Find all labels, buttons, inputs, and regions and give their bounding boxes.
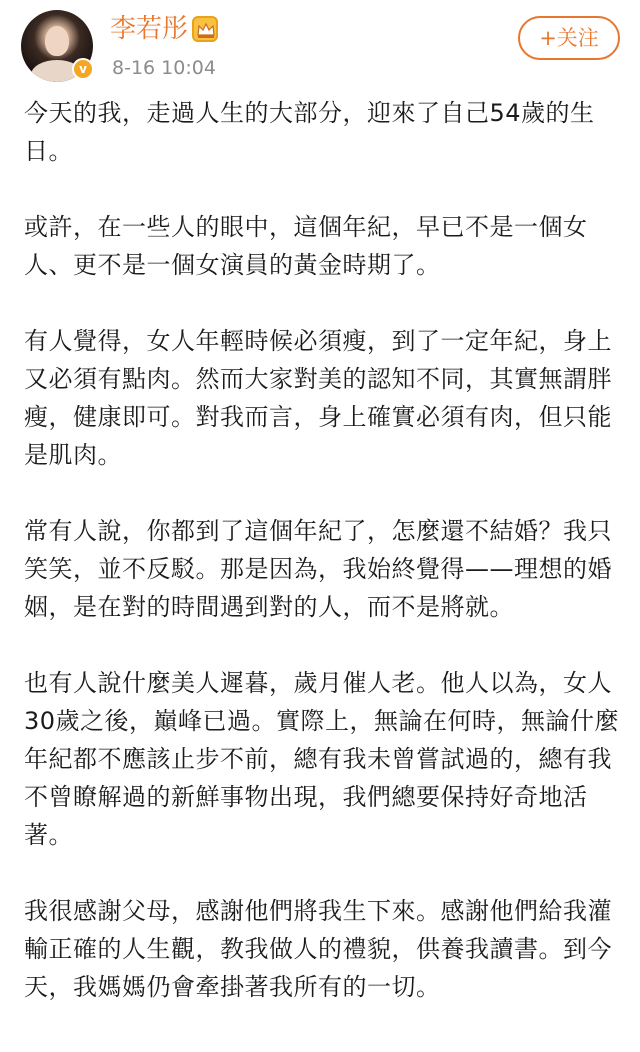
follow-button[interactable]: +关注 — [518, 16, 620, 60]
avatar-face — [45, 26, 69, 56]
post-paragraph: 我很感謝父母，感謝他們將我生下來。感謝他們給我灌輸正確的人生觀，教我做人的禮貌，供養我讀書。到今天，我媽媽仍會牽掛著我所有的一切。 — [24, 897, 612, 1001]
post-paragraph: 常有人說，你都到了這個年紀了，怎麼還不結婚？我只笑笑，並不反駁。那是因為，我始終覺得——理想的婚姻，是在對的時間遇到對的人，而不是將就。 — [24, 517, 612, 621]
post-paragraph: 今天的我，走過人生的大部分，迎來了自己54歲的生日。 — [24, 99, 595, 165]
post-header — [0, 0, 640, 96]
post-paragraph: 或許，在一些人的眼中，這個年紀，早已不是一個女人、更不是一個女演員的黃金時期了。 — [24, 213, 588, 279]
post-paragraph: 也有人說什麼美人遲暮，歲月催人老。他人以為，女人30歲之後，巔峰已過。實際上，無論在何時，無論什麼年紀都不應該止步不前，總有我未曾嘗試過的，總有我不曾瞭解過的新鮮事物出現，我們總要保持好奇地活著。 — [24, 669, 620, 849]
verified-badge-icon: v — [72, 58, 94, 80]
post-timestamp: 8-16 10:04 — [112, 57, 216, 79]
crown-icon[interactable] — [192, 16, 218, 42]
username[interactable]: 李若彤 — [110, 14, 189, 44]
post-body — [24, 94, 620, 1044]
post-paragraph: 有人覺得，女人年輕時候必須瘦，到了一定年紀，身上又必須有點肉。然而大家對美的認知不同，其實無謂胖瘦，健康即可。對我而言，身上確實必須有肉，但只能是肌肉。 — [24, 327, 612, 469]
